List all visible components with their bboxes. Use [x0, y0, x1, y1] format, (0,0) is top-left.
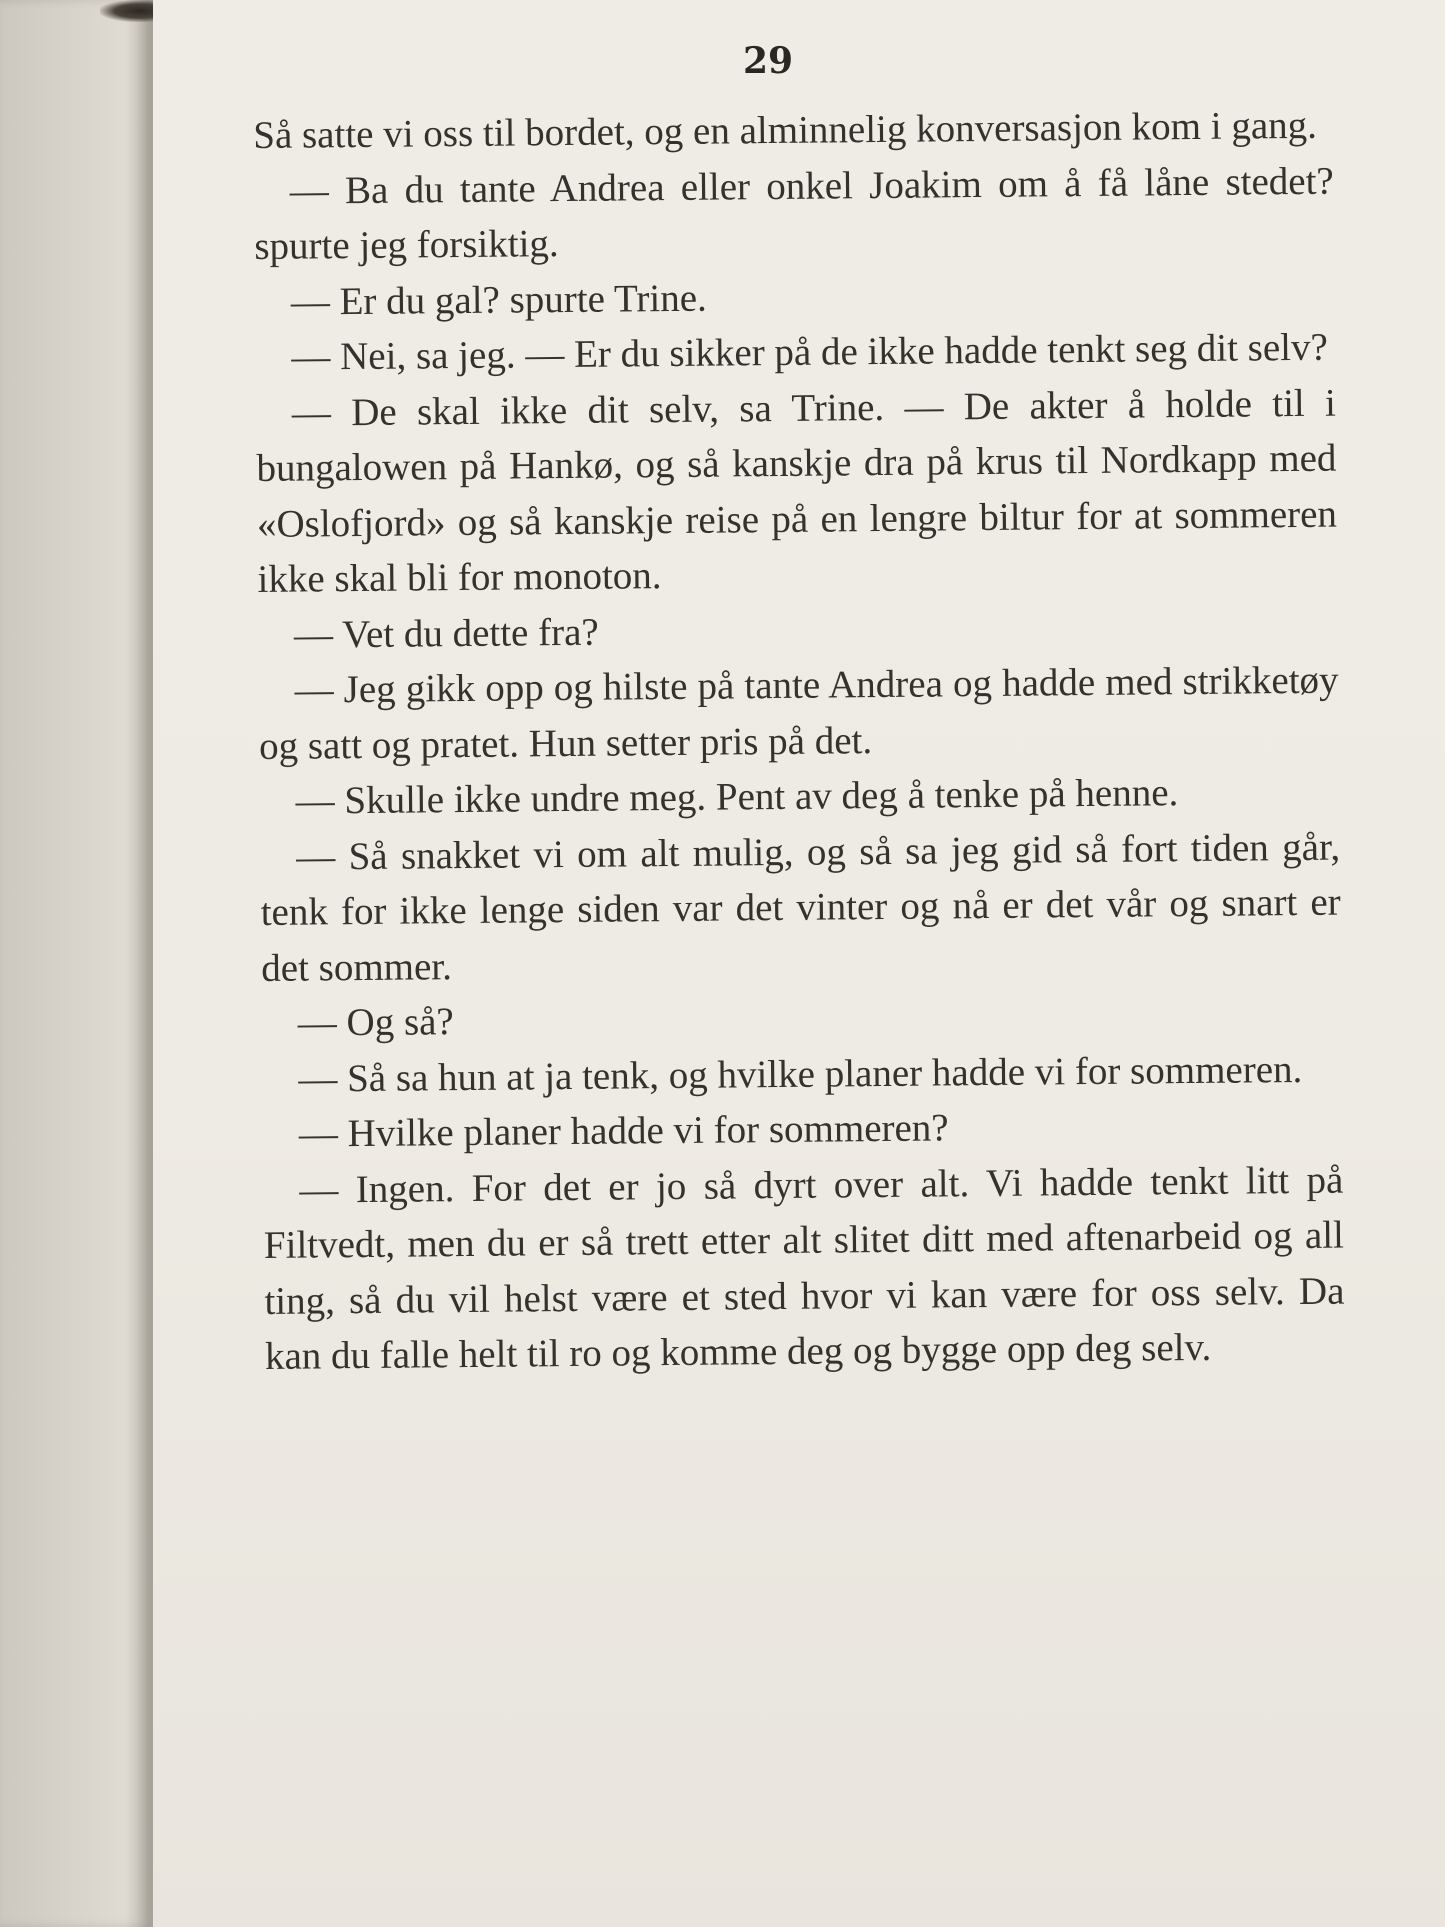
paragraph: — Jeg gikk opp og hilste på tante Andrea og hadde med strikketøy og satt og pratet. Hun setter pris på det.: [258, 658, 1339, 768]
paragraph: — Nei, sa jeg. — Er du sikker på de ikke hadde tenkt seg dit selv?: [291, 325, 1329, 379]
paragraph: — Ingen. For det er jo så dyrt over alt. Vi hadde tenkt litt på Filtvedt, men du er så trett etter alt slitet ditt med aftenarbeid og all ting, så du vil helst være et sted hvor vi kan være for oss selv. Da kan du falle helt til ro og komme deg og bygge opp deg selv.: [263, 1158, 1345, 1378]
paragraph: Så satte vi oss til bordet, og en alminnelig konversasjon kom i gang.: [253, 103, 1318, 157]
paragraph: — Er du gal? spurte Trine.: [290, 276, 708, 324]
paragraph: — De skal ikke dit selv, sa Trine. — De akter å holde til i bungalowen på Hankø, og så kanskje dra på krus til Nordkapp med «Oslofjord» og så kanskje reise på en lengre biltur for at sommeren ikke skal bli for monoton.: [256, 381, 1338, 601]
paragraph: — Skulle ikke undre meg. Pent av deg å tenke på henne.: [295, 771, 1179, 823]
paragraph: — Ba du tante Andrea eller onkel Joakim om å få låne stedet? spurte jeg forsiktig.: [254, 159, 1334, 268]
paragraph: — Så snakket vi om alt mulig, og så sa jeg gid så fort tiden går, tenk for ikke lenge siden var det vinter og nå er det vår og snart er det sommer.: [260, 825, 1341, 990]
page-text: [253, 98, 1345, 1385]
previous-page-edge: [0, 0, 150, 1927]
paragraph: — Så sa hun at ja tenk, og hvilke planer hadde vi for sommeren.: [298, 1047, 1303, 1101]
book-page: [153, 0, 1445, 1927]
paragraph: — Vet du dette fra?: [293, 610, 599, 657]
paragraph: — Og så?: [297, 1000, 454, 1045]
page-number: 29: [742, 40, 794, 82]
paragraph: — Hvilke planer hadde vi for sommeren?: [298, 1106, 949, 1156]
